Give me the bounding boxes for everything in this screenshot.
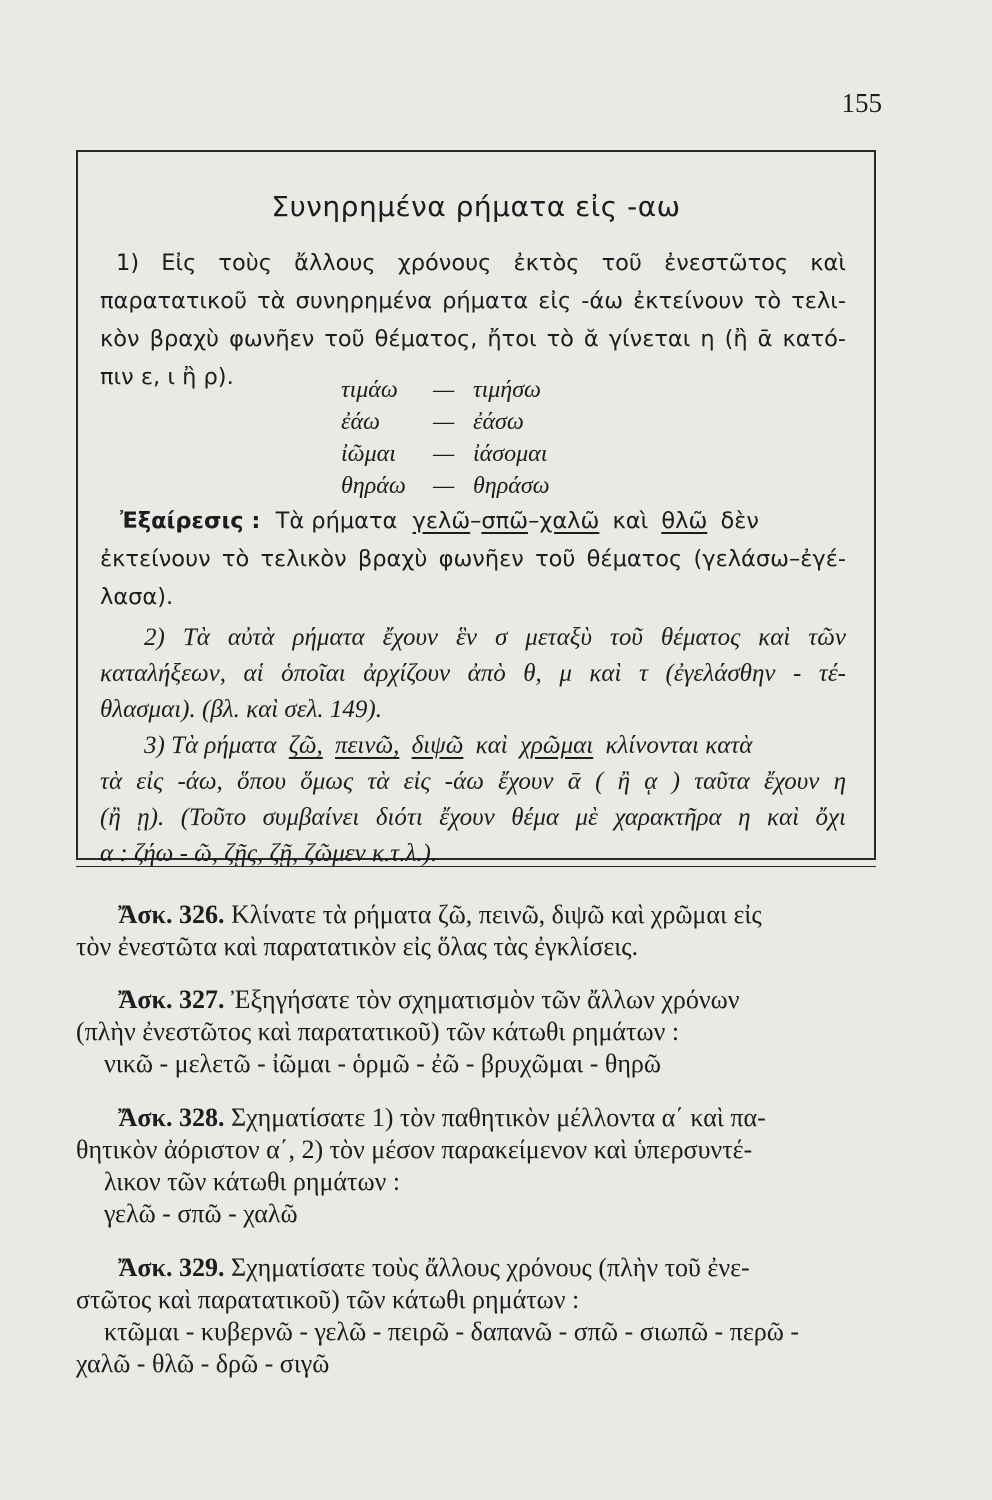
para1-line: πιν ε, ι ἢ ρ). (100, 364, 234, 390)
exception-sep: – (528, 508, 540, 534)
verb-present: ἰῶμαι (341, 441, 396, 467)
exercise-line: κτῶμαι - κυβερνῶ - γελῶ - πειρῶ - δαπανῶ - σπῶ - σιωπῶ - περῶ - (104, 1317, 800, 1346)
para2-line: 2) Τὰ αὐτὰ ρήματα ἔχουν ἓν σ μεταξὺ τοῦ θέματος καὶ τῶν (144, 624, 846, 651)
para1-line: κὸν βραχὺ φωνῆεν τοῦ θέματος, ἤτοι τὸ ᾰ γίνεται η (ἢ ᾱ κατό- (100, 326, 846, 352)
exception-verb: γελῶ (412, 508, 471, 534)
exercise-line: χαλῶ - θλῶ - δρῶ - σιγῶ (76, 1349, 330, 1378)
verb-dash: — (433, 409, 455, 435)
para3-verb: ζῶ, (288, 732, 323, 759)
para3-line: τὰ εἰς -άω, ὅπου ὅμως τὰ εἰς -άω ἔχουν ᾱ ( ἢ ᾳ ) ταῦτα ἔχουν η (100, 768, 846, 795)
para1-line: 1) Εἰς τοὺς ἄλλους χρόνους ἐκτὸς τοῦ ἐνεστῶτος καὶ (116, 250, 846, 276)
exception-line: λασα). (100, 584, 174, 610)
exercise-number: 326. (179, 900, 225, 929)
verb-future: ἐάσω (473, 409, 524, 435)
para3-text: 3) Τὰ ρήματα (144, 732, 277, 759)
exception-text: καὶ (612, 508, 649, 534)
exercise-number: 328. (179, 1103, 225, 1132)
para1-line: παρατατικοῦ τὰ συνηρημένα ρήματα εἰς -άω ἐκτείνουν τὸ τελι- (100, 288, 846, 314)
para3-text: κλίνονται κατὰ (605, 732, 753, 759)
verb-row (341, 473, 550, 505)
verb-future: τιμήσω (473, 377, 541, 403)
para3-verb: χρῶμαι (519, 732, 594, 759)
exception-text: δὲν (720, 508, 759, 534)
rule-box (76, 150, 876, 867)
exercise-label: Ἄσκ. (118, 1253, 173, 1282)
para2-line: θλασμαι). (βλ. καὶ σελ. 149). (100, 696, 383, 723)
verb-present: τιμάω (341, 377, 398, 403)
exercise-text: Σχηματίσατε τοὺς ἄλλους χρόνους (πλὴν τοῦ ἐνε- (231, 1253, 750, 1282)
page-number: 155 (841, 88, 882, 118)
verb-dash: — (433, 377, 455, 403)
exercise-line (118, 985, 739, 1015)
para3-line (144, 732, 752, 760)
exercise-text: Ἐξηγήσατε τὸν σχηματισμὸν τῶν ἄλλων χρόνων (231, 985, 740, 1014)
exception-line: ἐκτείνουν τὸ τελικὸν βραχὺ φωνῆεν τοῦ θέματος (γελάσω–ἐγέ- (100, 546, 846, 572)
exercise-line: τὸν ἐνεστῶτα καὶ παρατατικὸν εἰς ὅλας τὰς ἐγκλίσεις. (76, 932, 639, 961)
verb-future: θηράσω (473, 473, 550, 499)
exception-label: Ἐξαίρεσις : (120, 508, 261, 534)
verb-present: ἐάω (341, 409, 380, 435)
exercise-line: νικῶ - μελετῶ - ἰῶμαι - ὁρμῶ - ἐῶ - βρυχῶμαι - θηρῶ (104, 1049, 662, 1078)
exception-text: Τὰ ρήματα (275, 508, 398, 534)
verb-row (341, 377, 550, 409)
exercise-number: 327. (179, 985, 225, 1014)
para3-line: (ἢ ῃ). (Τοῦτο συμβαίνει διότι ἔχουν θέμα μὲ χαρακτῆρα η καὶ ὄχι (100, 804, 846, 831)
para3-verb: διψῶ (411, 732, 464, 759)
verb-row (341, 409, 550, 441)
exercise-label: Ἄσκ. (118, 985, 173, 1014)
exception-line (120, 508, 759, 534)
para2-line: καταλήξεων, αἱ ὁποῖαι ἀρχίζουν ἀπὸ θ, μ καὶ τ (ἐγελάσθην - τέ- (100, 660, 846, 687)
verb-present: θηράω (341, 473, 406, 499)
para3-line: α : ζήω - ῶ, ζῇς, ζῇ, ζῶμεν κ.τ.λ.). (100, 840, 438, 867)
verb-table (341, 377, 550, 505)
exercise-number: 329. (179, 1253, 225, 1282)
exercise-label: Ἄσκ. (118, 1103, 173, 1132)
exercise-line: γελῶ - σπῶ - χαλῶ (104, 1199, 298, 1228)
verb-dash: — (433, 473, 455, 499)
verb-future: ἰάσομαι (473, 441, 548, 467)
exercise-line: λικον τῶν κάτωθι ρημάτων : (104, 1167, 401, 1196)
exercise-label: Ἄσκ. (118, 900, 173, 929)
box-title: Συνηρημένα ρήματα εἰς -αω (271, 190, 681, 223)
exception-verb: χαλῶ (539, 508, 600, 534)
exercise-text: Κλίνατε τὰ ρήματα ζῶ, πεινῶ, διψῶ καὶ χρῶμαι εἰς (231, 900, 762, 929)
para3-verb: πεινῶ, (335, 732, 400, 759)
para3-text: καὶ (475, 732, 508, 759)
exercise-line: (πλὴν ἐνεστῶτος καὶ παρατατικοῦ) τῶν κάτωθι ρημάτων : (76, 1017, 680, 1046)
exercise-text: Σχηματίσατε 1) τὸν παθητικὸν μέλλοντα α΄ καὶ πα- (231, 1103, 766, 1132)
verb-dash: — (433, 441, 455, 467)
exception-verb: θλῶ (661, 508, 708, 534)
exercise-line: θητικὸν ἀόριστον α΄, 2) τὸν μέσον παρακείμενον καὶ ὑπερσυντέ- (76, 1135, 753, 1164)
exception-sep: – (470, 508, 482, 534)
exercise-line (118, 1253, 750, 1283)
verb-row (341, 441, 550, 473)
exception-verb: σπῶ (481, 508, 529, 534)
exercise-line (118, 1103, 766, 1133)
exercise-line (118, 900, 762, 930)
exercise-line: στῶτος καὶ παρατατικοῦ) τῶν κάτωθι ρημάτων : (76, 1285, 580, 1314)
